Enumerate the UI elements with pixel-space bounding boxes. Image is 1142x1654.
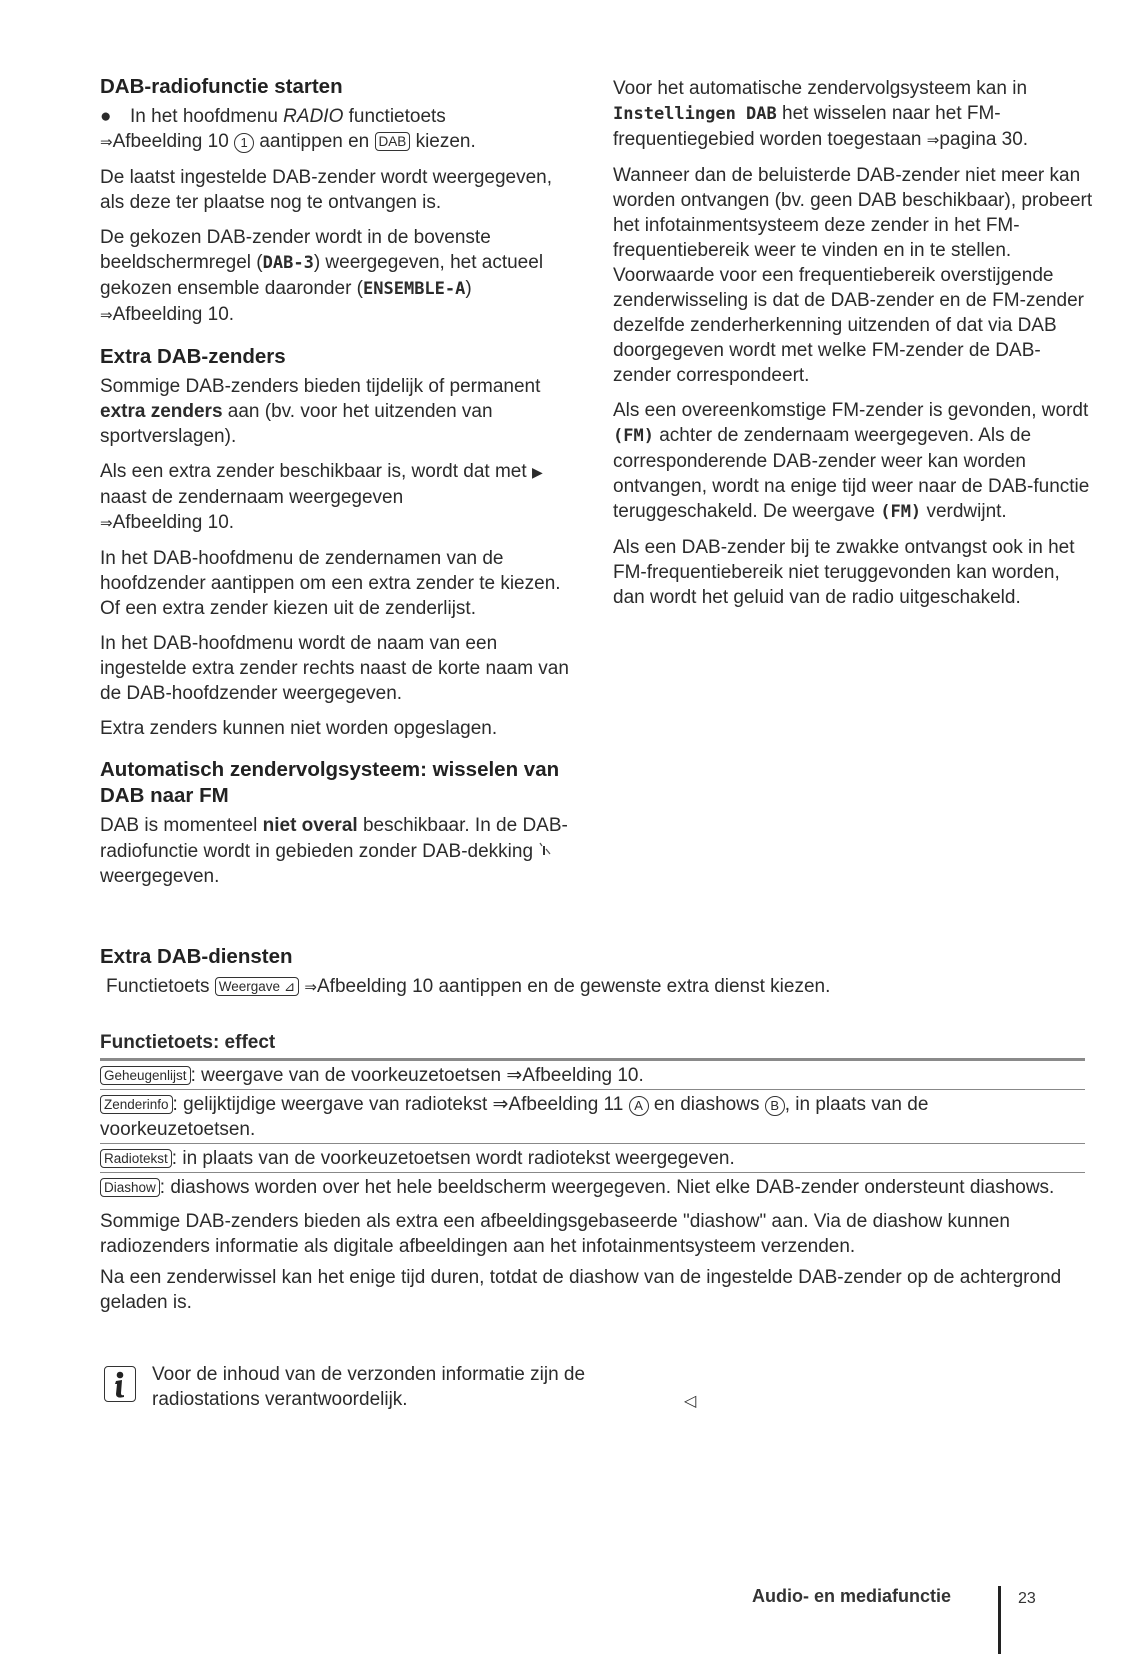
footer-chapter-title: Audio- en mediafunctie (752, 1586, 952, 1606)
paragraph: Wanneer dan de beluisterde DAB-zender niet meer kan worden ontvangen (bv. geen DAB beschikbaar), probeert het infotainmentsysteem deze zender in het FM-frequentiebereik weer te vinden en in te stellen. Voorwaarde voor een frequentiebereik overstijgende zenderwisseling is dat de DAB-zender en de FM-zender dezelfde zenderherkenning uitzenden of dat via DAB doorgegeven wordt met welke FM-zender de DAB-zender correspondeert. (613, 165, 1093, 386)
figure-ref[interactable]: Afbeelding 10 (112, 131, 229, 152)
zenderinfo-key: Zenderinfo (100, 1095, 173, 1114)
callout-a-icon: A (629, 1096, 649, 1116)
radiotekst-key: Radiotekst (100, 1149, 172, 1168)
weergave-key: Weergave ⊿ (215, 977, 299, 996)
table-row: Geheugenlijst : weergave van de voorkeuzetoetsen ⇒Afbeelding 10. (100, 1061, 1085, 1090)
paragraph: Extra zenders kunnen niet worden opgeslagen. (100, 718, 498, 739)
right-column (613, 76, 1093, 620)
callout-b-icon: B (765, 1096, 785, 1116)
play-triangle-icon: ▶ (531, 464, 543, 480)
arrow-icon: ⇒ (100, 515, 113, 532)
function-key-table (100, 1030, 1085, 1325)
dab-key: DAB (375, 132, 411, 151)
heading-extra-dab-diensten: Extra DAB-diensten (100, 945, 293, 968)
heading-auto-follow: Automatisch zendervolgsysteem: wisselen van DAB naar FM (100, 758, 560, 807)
paragraph: Sommige DAB-zenders bieden tijdelijk of permanent extra zenders aan (bv. voor het uitzenden van sportverslagen). (100, 376, 541, 447)
paragraph: Als een extra zender beschikbaar is, wordt dat met ▶ naast de zendernaam weergegeven ⇒Afbeelding 10. (100, 461, 543, 533)
paragraph: Functietoets Weergave ⊿ ⇒Afbeelding 10 aantippen en de gewenste extra dienst kiezen. (106, 976, 831, 997)
table-header: Functietoets: effect (100, 1030, 1085, 1061)
info-text: Voor de inhoud van de verzonden informatie zijn de radiostations verantwoordelijk. (152, 1364, 586, 1410)
footer-divider (998, 1586, 1001, 1654)
left-column (100, 74, 570, 899)
figure-ref[interactable]: Afbeelding 10. (112, 304, 235, 325)
section-extra-diensten (100, 944, 1085, 1010)
arrow-icon: ⇒ (100, 307, 113, 324)
info-note (104, 1362, 697, 1412)
page-number: 23 (1018, 1590, 1036, 1607)
paragraph: DAB is momenteel niet overal beschikbaar. In de DAB-radiofunctie wordt in gebieden zonder DAB-dekking weergegeven. (100, 815, 568, 887)
bullet-instruction: ● In het hoofdmenu RADIO functietoets ⇒Afbeelding 10 1 aantippen en DAB kiezen. (100, 106, 476, 152)
paragraph: De laatst ingestelde DAB-zender wordt weergegeven, als deze ter plaatse nog te ontvangen is. (100, 167, 553, 213)
table-row: Zenderinfo : gelijktijdige weergave van radiotekst ⇒Afbeelding 11 A en diashows B , in plaats van de voorkeuzetoetsen. (100, 1090, 1085, 1144)
diashow-key: Diashow (100, 1178, 160, 1197)
no-signal-icon (538, 838, 552, 852)
heading-dab-start: DAB-radiofunctie starten (100, 75, 343, 98)
geheugenlijst-key: Geheugenlijst (100, 1066, 191, 1085)
arrow-icon: ⇒ (304, 979, 317, 996)
paragraph: Als een DAB-zender bij te zwakke ontvangst ook in het FM-frequentiebereik niet teruggevonden kan worden, dan wordt het geluid van de radio uitgeschakeld. (613, 537, 1075, 608)
paragraph: Sommige DAB-zenders bieden als extra een afbeeldingsgebaseerde "diashow" aan. Via de diashow kunnen radiozenders informatie als digitale afbeeldingen aan het infotainmentsysteem verzenden. (100, 1211, 1010, 1257)
bullet-icon: ● (100, 106, 112, 127)
arrow-icon: ⇒ (926, 132, 940, 149)
info-icon (104, 1366, 136, 1402)
heading-extra-dab-zenders: Extra DAB-zenders (100, 345, 286, 368)
paragraph: In het DAB-hoofdmenu wordt de naam van een ingestelde extra zender rechts naast de korte naam van de DAB-hoofdzender weergegeven. (100, 633, 569, 704)
figure-ref[interactable]: Afbeelding 10. (112, 512, 235, 533)
callout-1-icon: 1 (234, 133, 254, 153)
paragraph: Als een overeenkomstige FM-zender is gevonden, wordt (FM) achter de zendernaam weergegeven. Als de corresponderende DAB-zender weer kan worden ontvangen, wordt na enige tijd weer naar de DAB-functie teruggeschakeld. De weergave (FM) verdwijnt. (613, 400, 1090, 522)
arrow-icon: ⇒ (100, 134, 113, 151)
table-row: Diashow : diashows worden over het hele beeldscherm weergegeven. Niet elke DAB-zender ondersteunt diashows. (100, 1173, 1085, 1201)
paragraph: Na een zenderwissel kan het enige tijd duren, totdat de diashow van de ingestelde DAB-zender op de achtergrond geladen is. (100, 1267, 1062, 1313)
table-row: Radiotekst : in plaats van de voorkeuzetoetsen wordt radiotekst weergegeven. (100, 1144, 1085, 1173)
paragraph: In het DAB-hoofdmenu de zendernamen van de hoofdzender aantippen om een extra zender te kiezen. Of een extra zender kiezen uit de zenderlijst. (100, 548, 561, 619)
paragraph: Voor het automatische zendervolgsysteem kan in Instellingen DAB het wisselen naar het FM-frequentiegebied worden toegestaan ⇒pagina 30. (613, 78, 1029, 150)
page-ref[interactable]: pagina 30. (939, 129, 1029, 150)
paragraph: De gekozen DAB-zender wordt in de bovenste beeldschermregel (DAB-3) weergegeven, het actueel gekozen ensemble daaronder (ENSEMBLE-A) ⇒Afbeelding 10. (100, 227, 544, 325)
section-end-icon: ◁ (684, 1393, 697, 1410)
